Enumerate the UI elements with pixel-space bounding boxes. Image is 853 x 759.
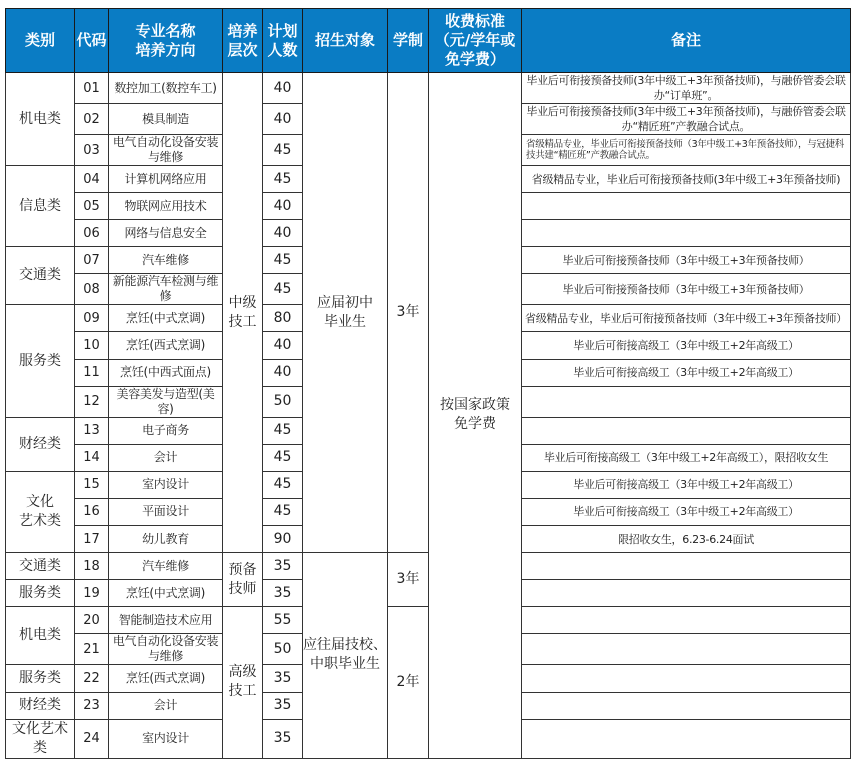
remarks-cell: 毕业后可衔接高级工（3年中级工+2年高级工） xyxy=(522,359,851,386)
remarks-cell: 省级精品专业，毕业后可衔接预备技师(3年中级工+3年预备技师) xyxy=(522,166,851,193)
header-target: 招生对象 xyxy=(303,9,388,73)
remarks-cell: 毕业后可衔接高级工（3年中级工+2年高级工） xyxy=(522,471,851,498)
major-name-cell: 会计 xyxy=(109,692,223,719)
duration-cell: 2年 xyxy=(388,607,429,758)
major-name-cell: 会计 xyxy=(109,444,223,471)
remarks-cell: 毕业后可衔接预备技师（3年中级工+3年预备技师） xyxy=(522,247,851,274)
plan-count-cell: 55 xyxy=(263,607,303,634)
remarks-cell xyxy=(522,220,851,247)
plan-count-cell: 50 xyxy=(263,634,303,665)
major-name-cell: 幼儿教育 xyxy=(109,526,223,553)
major-name-cell: 美容美发与造型(美容) xyxy=(109,386,223,417)
code-cell: 04 xyxy=(75,166,109,193)
major-name-cell: 新能源汽车检测与维修 xyxy=(109,274,223,305)
plan-count-cell: 35 xyxy=(263,553,303,580)
remarks-cell xyxy=(522,719,851,758)
duration-cell: 3年 xyxy=(388,553,429,607)
category-cell: 机电类 xyxy=(6,607,75,665)
remarks-cell: 毕业后可衔接高级工（3年中级工+2年高级工） xyxy=(522,332,851,359)
major-name-cell: 烹饪(西式烹调) xyxy=(109,665,223,692)
remarks-cell: 毕业后可衔接预备技师(3年中级工+3年预备技师)，与融侨管委会联办“精匠班”产教融合试点。 xyxy=(522,104,851,135)
code-cell: 22 xyxy=(75,665,109,692)
remarks-cell: 省级精品专业，毕业后可衔接预备技师（3年中级工+3年预备技师） xyxy=(522,305,851,332)
major-name-cell: 智能制造技术应用 xyxy=(109,607,223,634)
category-cell: 机电类 xyxy=(6,73,75,166)
remarks-cell: 省级精品专业，毕业后可衔接预备技师（3年中级工+3年预备技师），与冠捷科技共建“精匠班”产教融合试点。 xyxy=(522,135,851,166)
code-cell: 15 xyxy=(75,471,109,498)
header-level: 培养 层次 xyxy=(223,9,263,73)
table-header-row xyxy=(6,9,851,73)
plan-count-cell: 40 xyxy=(263,220,303,247)
code-cell: 03 xyxy=(75,135,109,166)
major-name-cell: 电气自动化设备安装与维修 xyxy=(109,135,223,166)
category-cell: 信息类 xyxy=(6,166,75,247)
remarks-cell: 限招收女生，6.23-6.24面试 xyxy=(522,526,851,553)
major-name-cell: 汽车维修 xyxy=(109,247,223,274)
plan-count-cell: 40 xyxy=(263,104,303,135)
code-cell: 07 xyxy=(75,247,109,274)
code-cell: 08 xyxy=(75,274,109,305)
code-cell: 18 xyxy=(75,553,109,580)
plan-count-cell: 45 xyxy=(263,444,303,471)
code-cell: 17 xyxy=(75,526,109,553)
plan-count-cell: 50 xyxy=(263,386,303,417)
code-cell: 14 xyxy=(75,444,109,471)
category-cell: 交通类 xyxy=(6,247,75,305)
plan-count-cell: 45 xyxy=(263,166,303,193)
code-cell: 20 xyxy=(75,607,109,634)
category-cell: 财经类 xyxy=(6,417,75,471)
category-cell: 服务类 xyxy=(6,305,75,417)
enrollment-target-cell: 应届初中 毕业生 xyxy=(303,73,388,553)
code-cell: 09 xyxy=(75,305,109,332)
plan-count-cell: 40 xyxy=(263,193,303,220)
remarks-cell: 毕业后可衔接高级工（3年中级工+2年高级工） xyxy=(522,498,851,525)
plan-count-cell: 35 xyxy=(263,719,303,758)
category-cell: 文化 艺术类 xyxy=(6,471,75,552)
remarks-cell xyxy=(522,607,851,634)
remarks-cell: 毕业后可衔接预备技师(3年中级工+3年预备技师)，与融侨管委会联办“订单班”。 xyxy=(522,73,851,104)
table-row xyxy=(6,553,851,580)
enrollment-target-cell: 应往届技校、 中职毕业生 xyxy=(303,553,388,758)
remarks-cell xyxy=(522,665,851,692)
category-cell: 财经类 xyxy=(6,692,75,719)
major-name-cell: 平面设计 xyxy=(109,498,223,525)
remarks-cell xyxy=(522,417,851,444)
code-cell: 05 xyxy=(75,193,109,220)
plan-count-cell: 45 xyxy=(263,274,303,305)
table-row xyxy=(6,607,851,634)
remarks-cell: 毕业后可衔接高级工（3年中级工+2年高级工），限招收女生 xyxy=(522,444,851,471)
major-name-cell: 模具制造 xyxy=(109,104,223,135)
plan-count-cell: 45 xyxy=(263,498,303,525)
remarks-cell xyxy=(522,634,851,665)
code-cell: 02 xyxy=(75,104,109,135)
header-category: 类别 xyxy=(6,9,75,73)
plan-count-cell: 40 xyxy=(263,332,303,359)
code-cell: 12 xyxy=(75,386,109,417)
major-name-cell: 网络与信息安全 xyxy=(109,220,223,247)
category-cell: 服务类 xyxy=(6,665,75,692)
plan-count-cell: 80 xyxy=(263,305,303,332)
major-name-cell: 计算机网络应用 xyxy=(109,166,223,193)
header-remarks: 备注 xyxy=(522,9,851,73)
code-cell: 01 xyxy=(75,73,109,104)
training-level-cell: 预备 技师 xyxy=(223,553,263,607)
plan-count-cell: 45 xyxy=(263,471,303,498)
major-name-cell: 室内设计 xyxy=(109,471,223,498)
major-name-cell: 电气自动化设备安装与维修 xyxy=(109,634,223,665)
major-name-cell: 电子商务 xyxy=(109,417,223,444)
plan-count-cell: 90 xyxy=(263,526,303,553)
plan-count-cell: 35 xyxy=(263,665,303,692)
category-cell: 服务类 xyxy=(6,580,75,607)
major-name-cell: 烹饪(中西式面点) xyxy=(109,359,223,386)
remarks-cell xyxy=(522,553,851,580)
code-cell: 23 xyxy=(75,692,109,719)
code-cell: 13 xyxy=(75,417,109,444)
header-plan-count: 计划 人数 xyxy=(263,9,303,73)
header-duration: 学制 xyxy=(388,9,429,73)
major-name-cell: 烹饪(中式烹调) xyxy=(109,580,223,607)
training-level-cell: 中级 技工 xyxy=(223,73,263,553)
header-major: 专业名称 培养方向 xyxy=(109,9,223,73)
enrollment-plan-table xyxy=(5,8,851,759)
plan-count-cell: 45 xyxy=(263,417,303,444)
table-row xyxy=(6,73,851,104)
major-name-cell: 烹饪(西式烹调) xyxy=(109,332,223,359)
code-cell: 19 xyxy=(75,580,109,607)
major-name-cell: 室内设计 xyxy=(109,719,223,758)
remarks-cell: 毕业后可衔接预备技师（3年中级工+3年预备技师） xyxy=(522,274,851,305)
major-name-cell: 汽车维修 xyxy=(109,553,223,580)
category-cell: 交通类 xyxy=(6,553,75,580)
code-cell: 10 xyxy=(75,332,109,359)
plan-count-cell: 35 xyxy=(263,692,303,719)
code-cell: 21 xyxy=(75,634,109,665)
remarks-cell xyxy=(522,386,851,417)
plan-count-cell: 40 xyxy=(263,73,303,104)
code-cell: 16 xyxy=(75,498,109,525)
code-cell: 24 xyxy=(75,719,109,758)
code-cell: 11 xyxy=(75,359,109,386)
duration-cell: 3年 xyxy=(388,73,429,553)
major-name-cell: 烹饪(中式烹调) xyxy=(109,305,223,332)
code-cell: 06 xyxy=(75,220,109,247)
remarks-cell xyxy=(522,193,851,220)
major-name-cell: 物联网应用技术 xyxy=(109,193,223,220)
plan-count-cell: 35 xyxy=(263,580,303,607)
plan-count-cell: 45 xyxy=(263,135,303,166)
plan-count-cell: 40 xyxy=(263,359,303,386)
training-level-cell: 高级 技工 xyxy=(223,607,263,758)
remarks-cell xyxy=(522,580,851,607)
remarks-cell xyxy=(522,692,851,719)
major-name-cell: 数控加工(数控车工) xyxy=(109,73,223,104)
category-cell: 文化艺术类 xyxy=(6,719,75,758)
fee-cell: 按国家政策 免学费 xyxy=(429,73,522,759)
plan-count-cell: 45 xyxy=(263,247,303,274)
header-code: 代码 xyxy=(75,9,109,73)
header-fee: 收费标准 （元/学年或 免学费） xyxy=(429,9,522,73)
